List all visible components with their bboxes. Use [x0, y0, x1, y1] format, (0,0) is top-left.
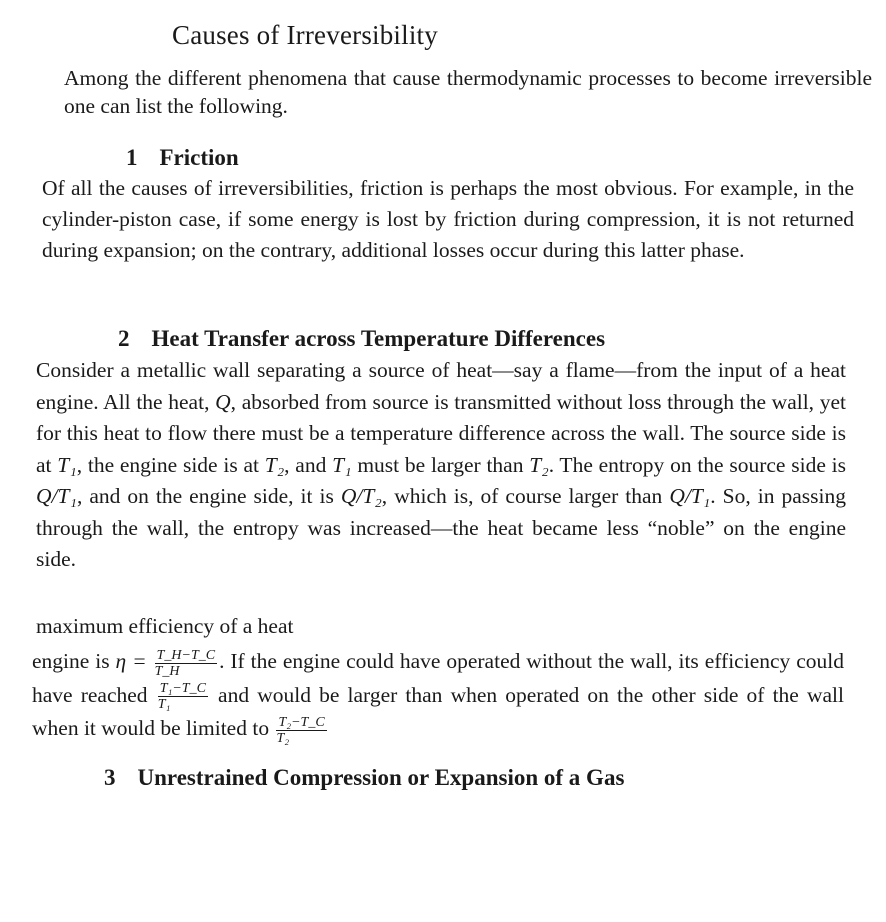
- text-run: must be larger than: [351, 452, 530, 477]
- heat-transfer-paragraph: [36, 355, 846, 576]
- text-run: , which is, of course larger than: [381, 484, 670, 508]
- math-q-over-t1: Q/T₁: [36, 484, 77, 508]
- section-heading-unrestrained: [104, 765, 624, 791]
- math-t2: T₂: [264, 452, 285, 477]
- text-run: and would be larger than when operated on the other side of the wall when it would be limited to: [32, 682, 844, 741]
- fraction-numerator: T₂−T_C: [278, 714, 325, 730]
- math-t1: T₁: [332, 452, 352, 477]
- text-run: , absorbed from source is transmitted without loss through the wall, yet for this heat to flow there must be a temperature difference across the wall. The source side is at: [36, 389, 847, 477]
- math-q-over-t1: Q/T₁: [669, 484, 711, 508]
- fraction-denominator: T₁: [157, 697, 171, 713]
- text-run: . If the engine could have operated without the wall, its efficiency could have reached: [32, 649, 844, 707]
- section-heading-heat-transfer: [118, 326, 605, 352]
- math-q-over-t2: Q/T₂: [340, 484, 382, 508]
- fraction-numerator: T_H−T_C: [156, 647, 216, 663]
- section-number: 2: [118, 326, 130, 351]
- max-efficiency-line: maximum efficiency of a heat: [36, 614, 294, 638]
- page-title: Causes of Irreversibility: [172, 20, 438, 50]
- text-run: . The entropy on the source side is: [548, 452, 846, 477]
- efficiency-paragraph: [32, 645, 844, 746]
- fraction-without-wall: [158, 681, 208, 712]
- math-t1: T₁: [57, 452, 77, 477]
- fraction-denominator: T₂: [276, 730, 290, 746]
- section-heading-friction: [126, 145, 239, 171]
- section-title: Heat Transfer across Temperature Differences: [151, 326, 606, 351]
- text-run: Consider a metallic wall separating a source of heat—say a flame—from the input of a heat engine. All the heat,: [36, 358, 846, 414]
- fraction-with-wall: [276, 715, 326, 746]
- fraction-carnot: [155, 648, 217, 679]
- text-run: , and on the engine side, it is: [76, 484, 341, 508]
- section-number: 3: [104, 765, 116, 790]
- text-run: , and: [284, 452, 333, 477]
- text-run: , the engine side is at: [76, 452, 265, 477]
- math-eta: η =: [115, 649, 153, 673]
- text-run: . So, in passing through the wall, the entropy was increased—the heat became less “noble” on the engine side.: [36, 484, 846, 571]
- section-number: 1: [126, 145, 138, 170]
- math-t2: T₂: [529, 452, 549, 477]
- text-run: engine is: [32, 649, 116, 673]
- math-q: Q: [215, 389, 231, 414]
- section-title: Unrestrained Compression or Expansion of a Gas: [137, 765, 625, 790]
- section-title: Friction: [159, 145, 239, 170]
- fraction-numerator: T₁−T_C: [159, 681, 206, 697]
- friction-paragraph: Of all the causes of irreversibilities, friction is perhaps the most obvious. For example, in the cylinder-piston case, if some energy is lost by friction during compression, it is not returned during expansion; on the contrary, additional losses occur during this latter phase.: [42, 176, 854, 262]
- intro-paragraph: Among the different phenomena that cause thermodynamic processes to become irreversible one can list the following.: [64, 66, 872, 118]
- fraction-denominator: T_H: [154, 663, 180, 679]
